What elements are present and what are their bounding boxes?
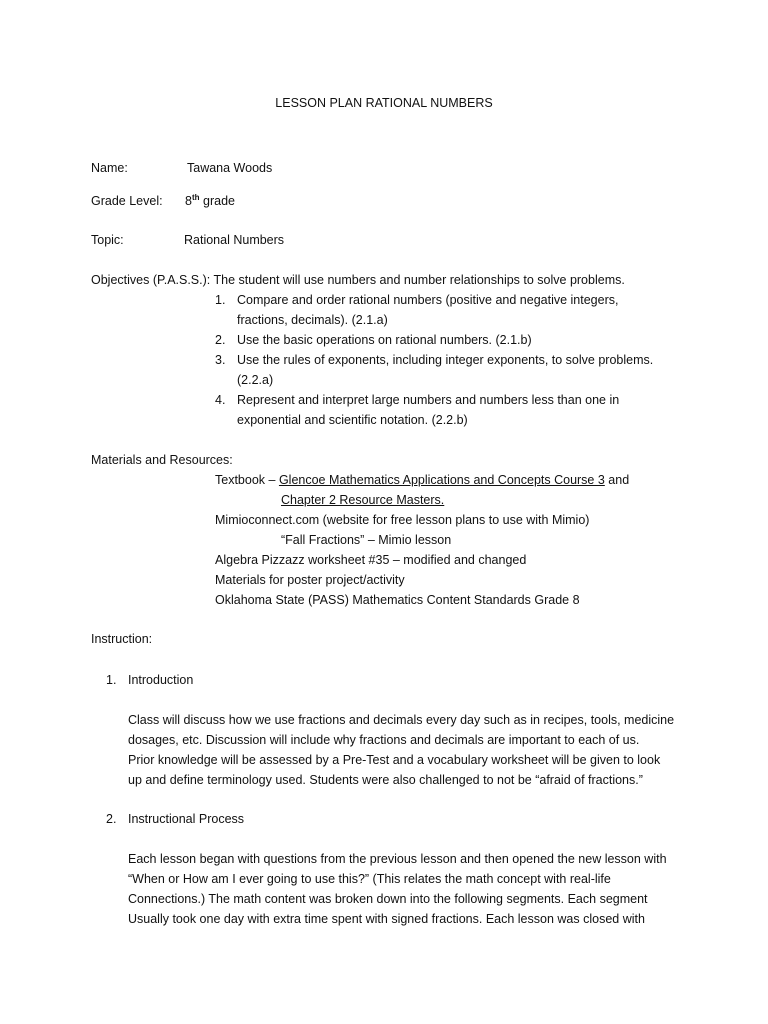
objective-line: Represent and interpret large numbers and numbers less than one in xyxy=(237,393,620,407)
material-textbook xyxy=(215,470,629,490)
material-standards: Oklahoma State (PASS) Mathematics Content Standards Grade 8 xyxy=(215,593,580,607)
material-pizzazz: Algebra Pizzazz worksheet #35 – modified and changed xyxy=(215,553,527,567)
textbook-title: Glencoe Mathematics Applications and Concepts Course 3 xyxy=(278,473,605,487)
paragraph-line: Prior knowledge will be assessed by a Pre-Test and a vocabulary worksheet will be given to look xyxy=(128,753,661,767)
grade-value xyxy=(185,191,235,211)
section-paragraph xyxy=(128,849,688,929)
paragraph-line: Usually took one day with extra time spent with signed fractions. Each lesson was closed with xyxy=(128,912,645,926)
section-paragraph xyxy=(128,710,688,790)
section-number: 2. xyxy=(106,812,117,826)
section-heading: Instructional Process xyxy=(128,812,245,826)
topic-value: Rational Numbers xyxy=(184,233,285,247)
material-mimio: Mimioconnect.com (website for free lesson plans to use with Mimio) xyxy=(215,513,590,527)
paragraph-line: up and define terminology used. Students were also challenged to not be “afraid of fractions.” xyxy=(128,773,643,787)
objectives-lead: Objectives (P.A.S.S.): The student will use numbers and number relationships to solve problems. xyxy=(91,273,625,287)
grade-word: grade xyxy=(203,194,235,208)
grade-label: Grade Level: xyxy=(91,194,163,208)
paragraph-line: “When or How am I ever going to use this?” (This relates the math concept with real-life xyxy=(128,872,611,886)
instruction-heading: Instruction: xyxy=(91,632,153,646)
topic-label: Topic: xyxy=(91,233,124,247)
objective-number: 3. xyxy=(215,353,226,367)
objective-number: 4. xyxy=(215,393,226,407)
textbook-resource: Chapter 2 Resource Masters. xyxy=(281,493,445,507)
paragraph-line: dosages, etc. Discussion will include why fractions and decimals are important to each of us. xyxy=(128,733,640,747)
paragraph-line: Class will discuss how we use fractions and decimals every day such as in recipes, tools, medicine xyxy=(128,713,675,727)
name-value: Tawana Woods xyxy=(187,161,273,175)
section-number: 1. xyxy=(106,673,117,687)
material-poster: Materials for poster project/activity xyxy=(215,573,405,587)
objective-number: 1. xyxy=(215,293,226,307)
textbook-and: and xyxy=(604,473,630,487)
objective-number: 2. xyxy=(215,333,226,347)
section-heading: Introduction xyxy=(128,673,194,687)
textbook-prefix: Textbook – xyxy=(215,473,279,487)
grade-superscript: th xyxy=(191,192,200,202)
paragraph-line: Each lesson began with questions from the previous lesson and then opened the new lesson with xyxy=(128,852,667,866)
name-label: Name: xyxy=(91,161,128,175)
materials-heading: Materials and Resources: xyxy=(91,453,233,467)
paragraph-line: Connections.) The math content was broken down into the following segments. Each segment xyxy=(128,892,648,906)
document-title: LESSON PLAN RATIONAL NUMBERS xyxy=(275,96,493,110)
grade-number: 8 xyxy=(185,194,192,208)
material-mimio-lesson: “Fall Fractions” – Mimio lesson xyxy=(281,533,452,547)
objective-line: fractions, decimals). (2.1.a) xyxy=(237,313,388,327)
objective-line: Use the rules of exponents, including integer exponents, to solve problems. xyxy=(237,353,654,367)
objective-line: Use the basic operations on rational numbers. (2.1.b) xyxy=(237,333,532,347)
objective-line: exponential and scientific notation. (2.2.b) xyxy=(237,413,468,427)
objective-line: Compare and order rational numbers (positive and negative integers, xyxy=(237,293,619,307)
objective-line: (2.2.a) xyxy=(237,373,274,387)
